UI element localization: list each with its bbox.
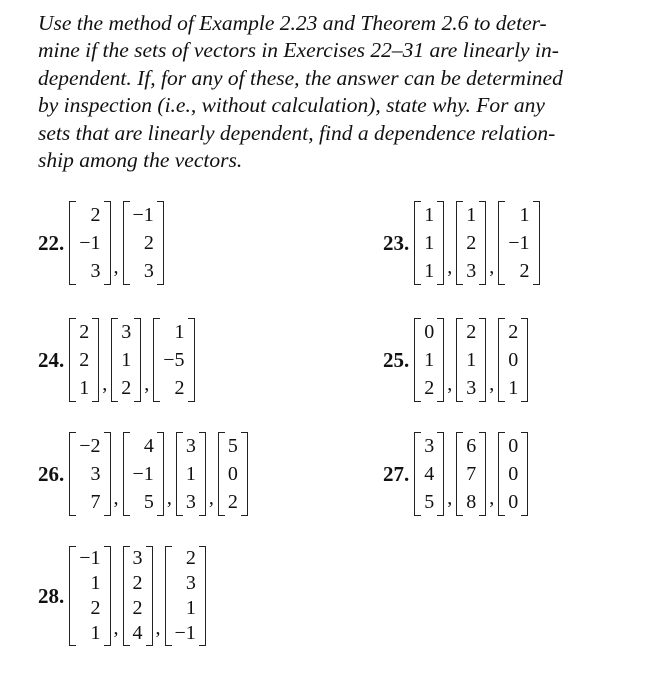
column-vector [123, 201, 164, 285]
vector-entry: 4 [132, 622, 143, 644]
vector-entry: 2 [424, 377, 435, 399]
vector-entry: 1 [121, 349, 132, 371]
left-bracket [153, 318, 160, 402]
exercise-number: 23. [383, 230, 410, 255]
vector-entry: 2 [90, 204, 101, 226]
vector-entry: 3 [466, 377, 477, 399]
right-bracket [104, 201, 111, 285]
left-bracket [69, 201, 76, 285]
instruction-line: Use the method of Example 2.23 and Theorem 2.6 to deter- [38, 11, 547, 35]
vector-entry: 7 [466, 463, 477, 485]
right-bracket [437, 432, 444, 516]
left-bracket [414, 201, 421, 285]
exercise-number: 27. [383, 461, 410, 486]
vector-separator: , [489, 256, 495, 278]
exercise-24 [38, 318, 195, 402]
vector-entry: 8 [466, 491, 477, 513]
vector-entry: 2 [508, 321, 519, 343]
vector-separator: , [102, 373, 108, 395]
vector-entry: 1 [424, 349, 435, 371]
exercise-26 [38, 432, 248, 516]
instruction-line: by inspection (i.e., without calculation), state why. For any [38, 93, 545, 118]
vector-entry: 1 [519, 204, 530, 226]
vector-entry: 4 [143, 435, 154, 457]
column-vector [153, 318, 194, 402]
left-bracket [69, 432, 76, 516]
vector-separator: , [447, 487, 453, 509]
vector-entry: 1 [424, 204, 435, 226]
vector-entry: 1 [424, 260, 435, 282]
right-bracket [199, 432, 206, 516]
column-vector [498, 318, 528, 402]
column-vector [456, 432, 486, 516]
right-bracket [479, 432, 486, 516]
left-bracket [218, 432, 225, 516]
vector-entry: 2 [90, 597, 101, 619]
left-bracket [456, 432, 463, 516]
vector-separator: , [489, 373, 495, 395]
vector-entry: −2 [79, 435, 101, 457]
right-bracket [241, 432, 248, 516]
column-vector [123, 546, 153, 646]
right-bracket [521, 432, 528, 516]
vector-entry: −5 [163, 349, 185, 371]
column-vector [123, 432, 164, 516]
vector-entry: 3 [185, 572, 196, 594]
vector-separator: , [447, 256, 453, 278]
instruction-line: ship among the vectors. [38, 148, 243, 173]
right-bracket [104, 432, 111, 516]
left-bracket [69, 546, 76, 646]
left-bracket [123, 201, 130, 285]
left-bracket [414, 432, 421, 516]
right-bracket [134, 318, 141, 402]
left-bracket [111, 318, 118, 402]
vector-entry: 5 [227, 435, 238, 457]
vector-entry: 3 [466, 260, 477, 282]
vector-entry: 2 [79, 349, 90, 371]
vector-entry: −1 [174, 622, 196, 644]
left-bracket [69, 318, 76, 402]
right-bracket [146, 546, 153, 646]
column-vector [456, 318, 486, 402]
vector-separator: , [113, 617, 119, 639]
left-bracket [165, 546, 172, 646]
vector-entry: 2 [132, 572, 143, 594]
vector-entry: 1 [185, 597, 196, 619]
column-vector [165, 546, 206, 646]
vector-separator: , [208, 487, 214, 509]
vector-entry: 3 [185, 491, 196, 513]
instruction-line: dependent. If, for any of these, the answer can be determined [38, 65, 563, 90]
right-bracket [521, 318, 528, 402]
exercise-number: 22. [38, 230, 65, 255]
right-bracket [437, 201, 444, 285]
vector-separator: , [113, 256, 119, 278]
right-bracket [479, 201, 486, 285]
vector-entry: 2 [143, 232, 154, 254]
vector-entry: 1 [466, 204, 477, 226]
left-bracket [123, 546, 130, 646]
vector-entry: 1 [90, 572, 101, 594]
left-bracket [414, 318, 421, 402]
vector-entry: 3 [185, 435, 196, 457]
vector-entry: 5 [424, 491, 435, 513]
vector-entry: 2 [132, 597, 143, 619]
column-vector [218, 432, 248, 516]
vector-entry: 2 [466, 321, 477, 343]
right-bracket [437, 318, 444, 402]
vector-entry: −1 [79, 547, 101, 569]
vector-separator: , [144, 373, 150, 395]
right-bracket [157, 201, 164, 285]
vector-entry: 1 [466, 349, 477, 371]
vector-entry: 3 [424, 435, 435, 457]
vector-entry: 2 [121, 377, 132, 399]
instruction-line: mine if the sets of vectors in Exercises 22–31 are linearly in- [38, 38, 559, 63]
vector-entry: −1 [132, 463, 154, 485]
right-bracket [104, 546, 111, 646]
column-vector [69, 201, 110, 285]
vector-entry: 0 [227, 463, 238, 485]
vector-entry: 2 [227, 491, 238, 513]
vector-entry: 1 [185, 463, 196, 485]
left-bracket [498, 432, 505, 516]
column-vector [414, 201, 444, 285]
vector-entry: 2 [79, 321, 90, 343]
vector-separator: , [166, 487, 172, 509]
right-bracket [533, 201, 540, 285]
instruction-line: sets that are linearly dependent, find a dependence relation- [38, 120, 556, 145]
left-bracket [123, 432, 130, 516]
right-bracket [188, 318, 195, 402]
vector-entry: 4 [424, 463, 435, 485]
vector-separator: , [489, 487, 495, 509]
vector-entry: 2 [174, 377, 185, 399]
column-vector [456, 201, 486, 285]
column-vector [498, 432, 528, 516]
vector-entry: 1 [90, 622, 101, 644]
column-vector [176, 432, 206, 516]
exercise-27 [383, 432, 528, 516]
column-vector [498, 201, 539, 285]
exercise-instructions [38, 10, 646, 174]
vector-entry: 2 [466, 232, 477, 254]
vector-entry: 6 [466, 435, 477, 457]
vector-entry: −1 [132, 204, 154, 226]
vector-entry: 0 [508, 349, 519, 371]
column-vector [69, 318, 99, 402]
right-bracket [479, 318, 486, 402]
right-bracket [199, 546, 206, 646]
left-bracket [498, 201, 505, 285]
column-vector [414, 318, 444, 402]
right-bracket [157, 432, 164, 516]
right-bracket [92, 318, 99, 402]
vector-entry: −1 [508, 232, 530, 254]
vector-entry: 3 [132, 547, 143, 569]
vector-entry: 1 [424, 232, 435, 254]
exercise-number: 24. [38, 347, 65, 372]
vector-entry: 1 [79, 377, 90, 399]
vector-entry: 3 [90, 260, 101, 282]
vector-entry: 2 [185, 547, 196, 569]
vector-entry: 3 [121, 321, 132, 343]
exercise-25 [383, 318, 528, 402]
exercise-23 [383, 201, 540, 285]
vector-entry: 1 [174, 321, 185, 343]
vector-entry: −1 [79, 232, 101, 254]
left-bracket [176, 432, 183, 516]
column-vector [69, 546, 110, 646]
exercise-number: 28. [38, 583, 65, 608]
column-vector [69, 432, 110, 516]
vector-entry: 0 [424, 321, 435, 343]
vector-entry: 3 [143, 260, 154, 282]
vector-entry: 7 [90, 491, 101, 513]
vector-entry: 3 [90, 463, 101, 485]
vector-separator: , [447, 373, 453, 395]
exercise-number: 26. [38, 461, 65, 486]
column-vector [414, 432, 444, 516]
left-bracket [456, 201, 463, 285]
exercise-22 [38, 201, 164, 285]
vector-separator: , [155, 617, 161, 639]
column-vector [111, 318, 141, 402]
left-bracket [456, 318, 463, 402]
exercise-number: 25. [383, 347, 410, 372]
vector-entry: 5 [143, 491, 154, 513]
left-bracket [498, 318, 505, 402]
vector-entry: 0 [508, 491, 519, 513]
vector-entry: 0 [508, 435, 519, 457]
vector-entry: 1 [508, 377, 519, 399]
vector-separator: , [113, 487, 119, 509]
vector-entry: 2 [519, 260, 530, 282]
vector-entry: 0 [508, 463, 519, 485]
exercise-28 [38, 546, 206, 646]
